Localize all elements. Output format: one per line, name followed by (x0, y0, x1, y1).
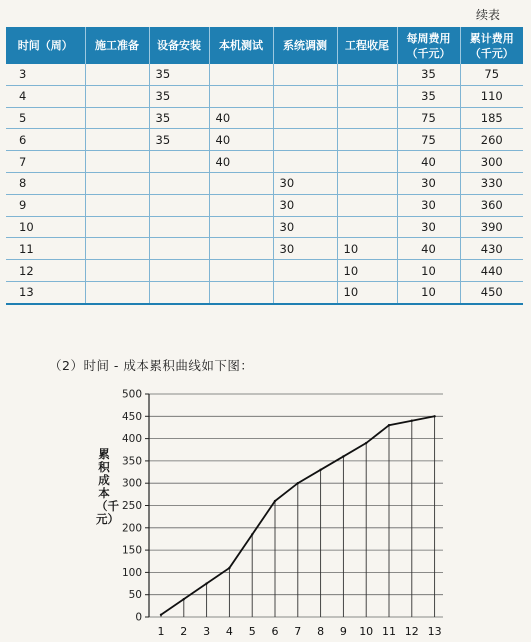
table-cell: 185 (460, 107, 523, 129)
column-header-text: 本机测试 (219, 39, 263, 52)
column-header-text: （千元） (406, 46, 451, 60)
table-cell: 110 (460, 85, 523, 107)
y-tick-label: 100 (121, 566, 142, 579)
x-tick-label: 8 (317, 625, 325, 638)
column-header-text: 每周费用 (406, 31, 451, 45)
data-point (319, 469, 321, 471)
table-cell: 450 (460, 281, 523, 303)
table-cell: 30 (273, 216, 337, 238)
table-cell: 12 (6, 260, 85, 282)
x-tick-label: 7 (294, 625, 302, 638)
y-tick-label: 200 (121, 522, 142, 535)
table-cell: 30 (273, 238, 337, 260)
x-tick-label: 5 (248, 625, 256, 638)
x-tick-label: 9 (339, 625, 347, 638)
table-cell: 30 (273, 172, 337, 194)
table-cell: 3 (6, 64, 85, 85)
table-cell: 40 (209, 129, 273, 151)
data-point (251, 533, 253, 535)
table-cell: 10 (337, 238, 397, 260)
table-cell: 30 (397, 172, 460, 194)
table-cell: 9 (6, 194, 85, 216)
table-cell: 35 (397, 85, 460, 107)
data-point (388, 424, 390, 426)
y-tick-label: 300 (121, 477, 142, 490)
data-point (433, 415, 435, 417)
table-cell: 4 (6, 85, 85, 107)
table-cell: 40 (397, 151, 460, 173)
table-cell: 35 (149, 129, 209, 151)
x-tick-label: 1 (157, 625, 165, 638)
table-cell: 7 (6, 151, 85, 173)
table-cell: 10 (6, 216, 85, 238)
table-cell: 40 (209, 107, 273, 129)
table-cell: 35 (149, 107, 209, 129)
table-cell: 10 (337, 260, 397, 282)
y-tick-label: 150 (121, 544, 142, 557)
column-header-text: 时间（周） (17, 39, 73, 52)
table-cell: 10 (397, 281, 460, 303)
y-axis-label: 累积成本（千元） (96, 447, 119, 526)
column-header-text: 工程收尾 (345, 39, 389, 52)
table-cell: 35 (149, 85, 209, 107)
table-cell: 5 (6, 107, 85, 129)
data-point (411, 420, 413, 422)
x-tick-label: 12 (404, 625, 419, 638)
column-header-text: （千元） (469, 46, 514, 60)
table-cell: 30 (397, 194, 460, 216)
table-cell: 35 (397, 64, 460, 85)
data-point (274, 500, 276, 502)
table-cell: 440 (460, 260, 523, 282)
table-cell: 330 (460, 172, 523, 194)
table-cell: 10 (337, 281, 397, 303)
table-cell: 6 (6, 129, 85, 151)
table-cell: 8 (6, 172, 85, 194)
y-tick-label: 500 (121, 388, 142, 401)
table-cell: 430 (460, 238, 523, 260)
column-header-text: 累计费用 (469, 31, 514, 45)
y-tick-label: 50 (128, 589, 142, 602)
continued-label: 续表 (476, 8, 501, 22)
y-tick-label: 400 (121, 433, 142, 446)
table-cell: 75 (397, 129, 460, 151)
y-tick-label: 0 (135, 611, 142, 624)
table-cell: 300 (460, 151, 523, 173)
data-point (205, 582, 207, 584)
data-point (183, 598, 185, 600)
data-point (297, 482, 299, 484)
x-tick-label: 11 (382, 625, 396, 638)
column-header-text: 设备安装 (157, 39, 201, 52)
table-cell: 30 (273, 194, 337, 216)
column-header-text: 系统调测 (283, 39, 327, 52)
table-cell: 10 (397, 260, 460, 282)
y-tick-label: 350 (121, 455, 142, 468)
table-cell: 260 (460, 129, 523, 151)
table-cell: 40 (209, 151, 273, 173)
table-cell: 11 (6, 238, 85, 260)
table-cell: 35 (149, 64, 209, 85)
section-title: （2）时间 - 成本累积曲线如下图： (49, 358, 254, 373)
table-cell: 75 (397, 107, 460, 129)
x-tick-label: 10 (359, 625, 374, 638)
data-point (365, 442, 367, 444)
table-cell: 75 (460, 64, 523, 85)
y-tick-label: 250 (121, 500, 142, 512)
data-point (160, 614, 162, 616)
table-cell: 13 (6, 281, 85, 303)
x-tick-label: 13 (427, 625, 442, 638)
table-cell: 390 (460, 216, 523, 238)
data-point (342, 455, 344, 457)
data-point (228, 567, 230, 569)
table-cell: 30 (397, 216, 460, 238)
table-cell: 40 (397, 238, 460, 260)
x-tick-label: 4 (225, 625, 233, 638)
table-cell: 360 (460, 194, 523, 216)
column-header-text: 施工准备 (95, 39, 139, 52)
x-tick-label: 6 (271, 625, 279, 638)
x-tick-label: 2 (180, 625, 188, 638)
y-tick-label: 450 (121, 410, 142, 423)
x-tick-label: 3 (203, 625, 211, 638)
